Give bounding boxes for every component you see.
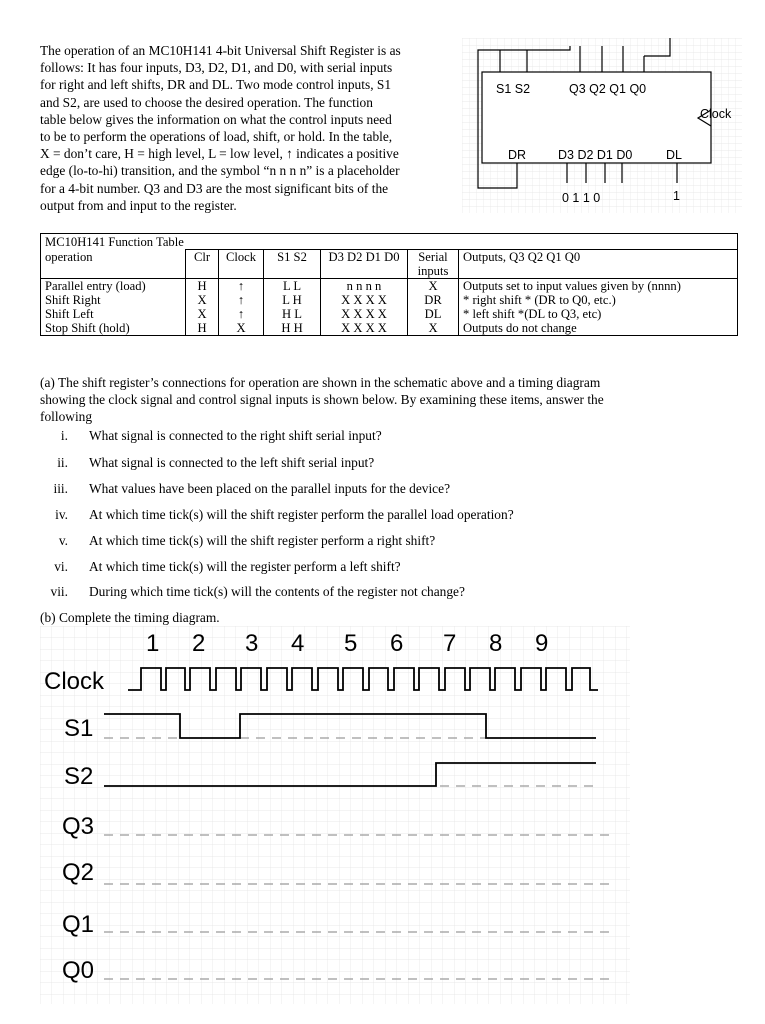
- question-number: iv.: [55, 507, 68, 522]
- part-a-prompt: [40, 374, 730, 426]
- table-title-row: [41, 234, 738, 250]
- cell-outputs: * right shift * (DR to Q0, etc.): [459, 293, 738, 307]
- question-text: During which time tick(s) will the contents of the register not change?: [89, 584, 465, 599]
- header-serial-inputs: Serial inputs: [408, 250, 459, 279]
- cell-clr: H: [186, 321, 219, 336]
- function-table: [40, 233, 738, 336]
- question-text: At which time tick(s) will the shift register perform a right shift?: [89, 533, 436, 548]
- shift-register-schematic: [462, 38, 742, 213]
- question-item: [40, 427, 382, 444]
- timing-diagram: [40, 626, 630, 1004]
- intro-line: follows: It has four inputs, D3, D2, D1, and D0, with serial inputs: [40, 60, 393, 76]
- cell-d: X X X X: [321, 321, 408, 336]
- question-number: vii.: [50, 584, 68, 599]
- tick-label: 7: [443, 630, 457, 657]
- label-d-inputs: D3 D2 D1 D0: [558, 148, 633, 162]
- signal-label-clock: Clock: [44, 668, 105, 695]
- cell-operation: Parallel entry (load): [41, 279, 186, 294]
- cell-clock: ↑: [219, 279, 264, 294]
- cell-clr: X: [186, 307, 219, 321]
- intro-line: The operation of an MC10H141 4-bit Universal Shift Register is as: [40, 43, 401, 58]
- tick-label: 5: [344, 630, 358, 657]
- tick-label: 9: [535, 630, 549, 657]
- signal-label-q0: Q0: [62, 957, 95, 984]
- intro-line: to be to perform the operations of load, shift, or hold. In the table,: [40, 129, 393, 145]
- question-item: [40, 583, 465, 600]
- intro-paragraph: [40, 42, 458, 214]
- cell-clock: ↑: [219, 293, 264, 307]
- question-text: What signal is connected to the right shift serial input?: [89, 428, 382, 443]
- table-row: [41, 293, 738, 307]
- question-text: At which time tick(s) will the register perform a left shift?: [89, 559, 401, 574]
- question-text: What values have been placed on the parallel inputs for the device?: [89, 481, 451, 496]
- tick-label: 2: [192, 630, 206, 657]
- cell-outputs: Outputs do not change: [459, 321, 738, 336]
- cell-operation: Shift Right: [41, 293, 186, 307]
- cell-s: H H: [264, 321, 321, 336]
- cell-d: n n n n: [321, 279, 408, 294]
- cell-clock: ↑: [219, 307, 264, 321]
- tick-label: 3: [245, 630, 259, 657]
- tick-label: 6: [390, 630, 404, 657]
- table-row: [41, 321, 738, 336]
- intro-line: X = don’t care, H = high level, L = low level, ↑ indicates a positive: [40, 146, 399, 162]
- cell-serial: X: [408, 321, 459, 336]
- cell-outputs: Outputs set to input values given by (nnnn): [459, 279, 738, 294]
- cell-s: L L: [264, 279, 321, 294]
- tick-label: 8: [489, 630, 503, 657]
- header-s1-s2: S1 S2: [264, 250, 321, 279]
- question-text: At which time tick(s) will the shift register perform the parallel load operation?: [89, 507, 514, 522]
- signal-label-q1: Q1: [62, 911, 95, 938]
- cell-operation: Stop Shift (hold): [41, 321, 186, 336]
- tick-label: 4: [291, 630, 305, 657]
- question-item: [40, 480, 451, 497]
- label-dl: DL: [666, 148, 682, 162]
- cell-operation: Shift Left: [41, 307, 186, 321]
- dl-input-value: 1: [673, 189, 680, 203]
- intro-line: output from and input to the register.: [40, 197, 237, 213]
- cell-outputs: * left shift *(DL to Q3, etc): [459, 307, 738, 321]
- question-number: ii.: [57, 455, 68, 470]
- signal-label-s2: S2: [64, 763, 94, 790]
- question-number: vi.: [54, 559, 68, 574]
- table-title: MC10H141 Function Table: [41, 234, 738, 250]
- tick-label: 1: [146, 630, 160, 657]
- table-row: [41, 279, 738, 294]
- cell-clock: X: [219, 321, 264, 336]
- intro-line: for a 4-bit number. Q3 and D3 are the most significant bits of the: [40, 180, 389, 196]
- cell-serial: DR: [408, 293, 459, 307]
- header-d-inputs: D3 D2 D1 D0: [321, 250, 408, 279]
- signal-label-s1: S1: [64, 715, 94, 742]
- header-clr: Clr: [186, 250, 219, 279]
- cell-serial: DL: [408, 307, 459, 321]
- question-item: [40, 558, 401, 575]
- label-clock: Clock: [700, 107, 732, 121]
- question-text: What signal is connected to the left shift serial input?: [89, 455, 375, 470]
- part-a-line: showing the clock signal and control signal inputs is shown below. By examining these items, answer the: [40, 392, 604, 408]
- intro-line: for right and left shifts, DR and DL. Two mode control inputs, S1: [40, 77, 392, 93]
- question-number: v.: [58, 533, 68, 548]
- intro-line: table below gives the information on what the control inputs need: [40, 111, 392, 127]
- table-row: [41, 307, 738, 321]
- table-header-row: [41, 250, 738, 279]
- part-a-line: following: [40, 409, 93, 425]
- question-item: [40, 454, 375, 471]
- cell-s: L H: [264, 293, 321, 307]
- signal-label-q3: Q3: [62, 813, 95, 840]
- header-clock: Clock: [219, 250, 264, 279]
- question-item: [40, 506, 514, 523]
- intro-line: and S2, are used to choose the desired operation. The function: [40, 94, 373, 110]
- label-q-outputs: Q3 Q2 Q1 Q0: [569, 82, 647, 96]
- cell-clr: X: [186, 293, 219, 307]
- d-input-values: 0 1 1 0: [562, 191, 601, 205]
- header-outputs: Outputs, Q3 Q2 Q1 Q0: [459, 250, 738, 279]
- cell-s: H L: [264, 307, 321, 321]
- cell-clr: H: [186, 279, 219, 294]
- part-b-prompt: (b) Complete the timing diagram.: [40, 610, 220, 625]
- label-s1-s2: S1 S2: [496, 82, 531, 96]
- cell-d: X X X X: [321, 293, 408, 307]
- intro-line: edge (lo-to-hi) transition, and the symbol “n n n n” is a placeholder: [40, 163, 400, 179]
- signal-label-q2: Q2: [62, 859, 95, 886]
- part-a-line: (a) The shift register’s connections for operation are shown in the schematic above and a timing diagram: [40, 375, 601, 390]
- question-number: i.: [60, 428, 68, 443]
- question-number: iii.: [53, 481, 68, 496]
- cell-d: X X X X: [321, 307, 408, 321]
- question-item: [40, 532, 436, 549]
- cell-serial: X: [408, 279, 459, 294]
- label-dr: DR: [508, 148, 527, 162]
- header-operation: operation: [41, 250, 186, 279]
